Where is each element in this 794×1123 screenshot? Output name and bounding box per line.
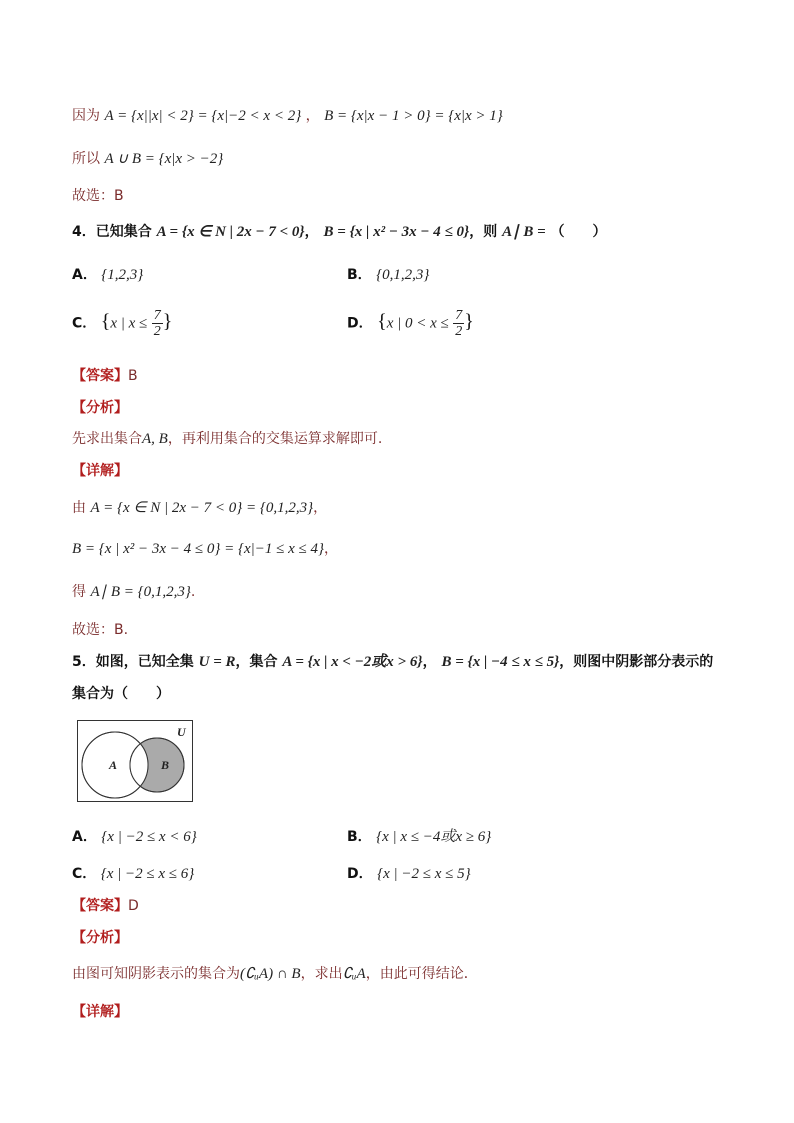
q4-answer: 【答案】B (72, 368, 138, 384)
because-set-a-math: A = {x||x| < 2} = {x|−2 < x < 2} (104, 108, 302, 124)
prev-so-line: 所以 A ∪ B = {x|x > −2} (72, 151, 224, 167)
union-math: A ∪ B = {x|x > −2} (104, 151, 224, 167)
q4-detail-line-2: B = {x | x² − 3x − 4 ≤ 0} = {x|−1 ≤ x ≤ 4}， (72, 541, 338, 557)
venn-label-a: A (109, 758, 118, 772)
q5-stem-line-1: 5．如图，已知全集 U = R，集合 A = {x | x < −2或x > 6}， B = {x | −4 ≤ x ≤ 5}，则图中阴影部分表示的 (72, 654, 714, 670)
q5-option-b[interactable]: B． {x | x ≤ −4或x ≥ 6} (347, 829, 492, 845)
q5-answer: 【答案】D (72, 898, 139, 914)
q4-detail-line-3: 得 A∣ B = {0,1,2,3}. (72, 584, 196, 600)
fraction: $\frac{7}{2}$ (455, 308, 463, 339)
q4-expr: A∣ B = (502, 224, 546, 240)
prev-because-line: 因为 A = {x||x| < 2} = {x|−2 < x < 2} ， B = {x|x − 1 > 0} = {x|x > 1} (72, 108, 503, 124)
q4-analysis-text: 先求出集合A, B，再利用集合的交集运算求解即可. (72, 431, 383, 447)
because-set-b-math: B = {x|x − 1 > 0} = {x|x > 1} (324, 108, 503, 124)
q5-stem-line-2: 集合为（ ） (72, 686, 170, 702)
q4-choice: 故选：B. (72, 622, 129, 638)
q5-option-a[interactable]: A． {x | −2 ≤ x < 6} (72, 829, 197, 845)
q4-set-b: B = {x | x² − 3x − 4 ≤ 0} (323, 224, 470, 240)
q4-option-c[interactable]: C． {x | x ≤ $\frac{7}{2}$ } (72, 308, 173, 339)
q4-detail-line-1: 由 A = {x ∈ N | 2x − 7 < 0} = {0,1,2,3}， (72, 500, 328, 516)
q5-option-d[interactable]: D． {x | −2 ≤ x ≤ 5} (347, 866, 471, 882)
q4-option-d[interactable]: D． {x | 0 < x ≤ $\frac{7}{2}$ } (347, 308, 474, 339)
venn-label-u: U (177, 725, 186, 739)
q4-option-b[interactable]: B． {0,1,2,3} (347, 267, 430, 283)
venn-diagram (77, 720, 194, 803)
q5-detail-tag: 【详解】 (72, 1004, 128, 1020)
q5-analysis-tag: 【分析】 (72, 930, 128, 946)
fraction: $\frac{7}{2}$ (153, 308, 161, 339)
q5-analysis-text: 由图可知阴影表示的集合为(∁ᵤA) ∩ B，求出∁ᵤA，由此可得结论． (72, 966, 478, 982)
q4-stem: 4．已知集合 A = {x ∈ N | 2x − 7 < 0}， B = {x | x² − 3x − 4 ≤ 0}，则 A∣ B = （ ） (72, 224, 607, 240)
q4-detail-tag: 【详解】 (72, 463, 128, 479)
q4-set-a: A = {x ∈ N | 2x − 7 < 0} (156, 224, 305, 240)
q5-option-c[interactable]: C． {x | −2 ≤ x ≤ 6} (72, 866, 195, 882)
prev-choice: 故选：B (72, 188, 124, 204)
q4-analysis-tag: 【分析】 (72, 400, 128, 416)
venn-label-b: B (161, 758, 170, 772)
q4-option-a[interactable]: A． {1,2,3} (72, 267, 144, 283)
